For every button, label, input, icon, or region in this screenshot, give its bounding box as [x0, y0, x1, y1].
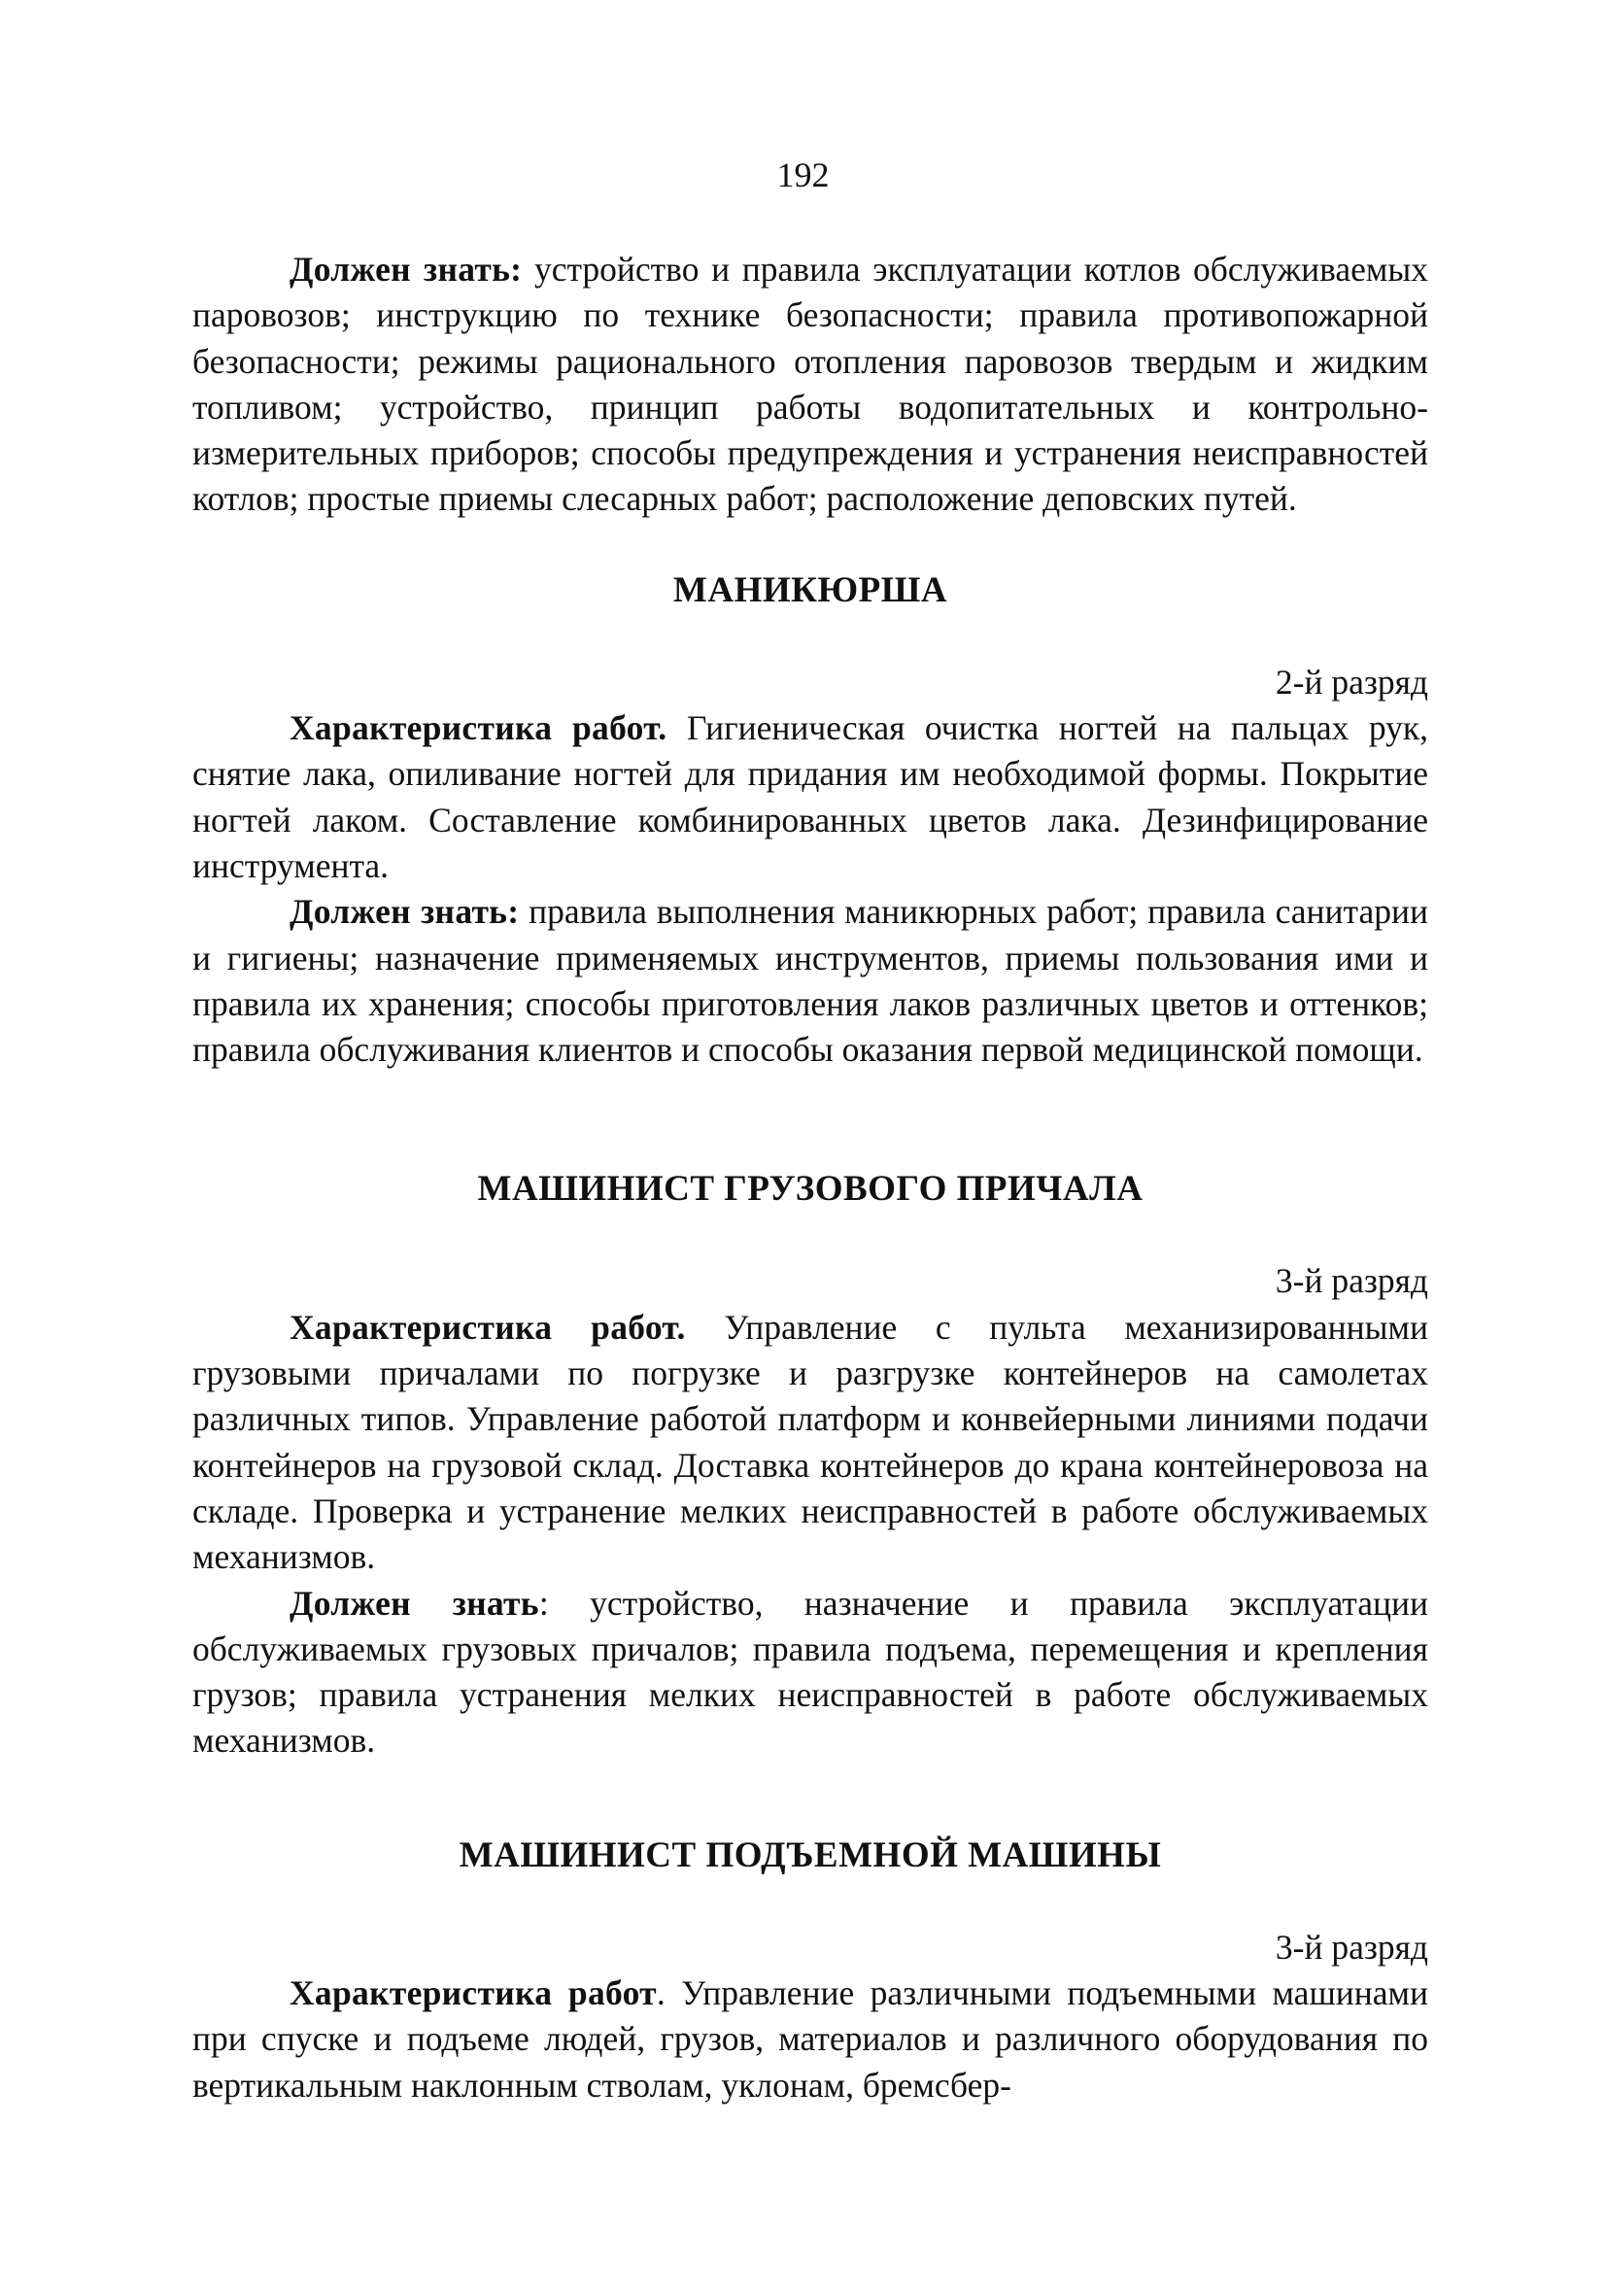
section-grade-cargo-berth-operator: 3-й разряд: [1275, 1261, 1428, 1301]
section-grade-hoist-operator: 3-й разряд: [1275, 1927, 1428, 1967]
knowledge-paragraph-cargo-berth-operator: [192, 1581, 1428, 1765]
page-content: [192, 247, 1428, 2108]
section-title-hoist-operator: МАШИНИСТ ПОДЪЕМНОЙ МАШИНЫ: [459, 1834, 1162, 1875]
knowledge-lead: Должен знать: [290, 1583, 539, 1623]
characteristic-lead: Характеристика работ.: [290, 708, 667, 748]
section-grade-manicurist: 2-й разряд: [1275, 662, 1428, 702]
characteristic-text: Гигиеническая очистка ногтей на пальцах рук, снятие лака, опиливание ногтей для придания им необходимой формы. Покрытие ногтей лаком. Составление комбинированных цветов лака. Дезинфицирование инструмента.: [192, 708, 1428, 885]
knowledge-paragraph-manicurist: [192, 889, 1428, 1073]
characteristic-paragraph-manicurist: [192, 705, 1428, 889]
page-number: 192: [776, 155, 830, 194]
knowledge-text: : устройство, назначение и правила эксплуатации обслуживаемых грузовых причалов; правила подъема, перемещения и крепления грузов; правила устранения мелких неисправностей в работе обслуживаемых механизмов.: [192, 1583, 1429, 1761]
characteristic-paragraph-hoist-operator: [192, 1970, 1428, 2108]
characteristic-lead: Характеристика работ: [290, 1973, 657, 2013]
intro-paragraph: [192, 247, 1428, 523]
intro-lead: Должен знать:: [290, 250, 523, 289]
characteristic-lead: Характеристика работ.: [290, 1307, 686, 1347]
knowledge-lead: Должен знать:: [290, 892, 520, 932]
section-title-manicurist: МАНИКЮРША: [672, 569, 948, 610]
characteristic-paragraph-cargo-berth-operator: [192, 1305, 1428, 1581]
characteristic-text: . Управление различными подъемными машинами при спуске и подъеме людей, грузов, материалов и различного оборудования по вертикальным наклонным стволам, уклонам, бремсбер-: [192, 1973, 1428, 2105]
characteristic-text: Управление с пульта механизированными грузовыми причалами по погрузке и разгрузке контейнеров на самолетах различных типов. Управление работой платформ и конвейерными линиями подачи контейнеров на грузовой склад. Доставка контейнеров до крана контейнеровоза на складе. Проверка и устранение мелких неисправностей в работе обслуживаемых механизмов.: [192, 1307, 1428, 1577]
intro-text: устройство и правила эксплуатации котлов обслуживаемых паровозов; инструкцию по технике безопасности; правила противопожарной безопасности; режимы рационального отопления паровозов твердым и жидким топливом; устройство, принцип работы водопитательных и контрольно-измерительных приборов; способы предупреждения и устранения неисправностей котлов; простые приемы слесарных работ; расположение деповских путей.: [192, 250, 1429, 519]
knowledge-text: правила выполнения маникюрных работ; правила санитарии и гигиены; назначение применяемых инструментов, приемы пользования ими и правила их хранения; способы приготовления лаков различных цветов и оттенков; правила обслуживания клиентов и способы оказания первой медицинской помощи.: [192, 892, 1429, 1070]
section-title-cargo-berth-operator: МАШИНИСТ ГРУЗОВОГО ПРИЧАЛА: [477, 1169, 1144, 1210]
